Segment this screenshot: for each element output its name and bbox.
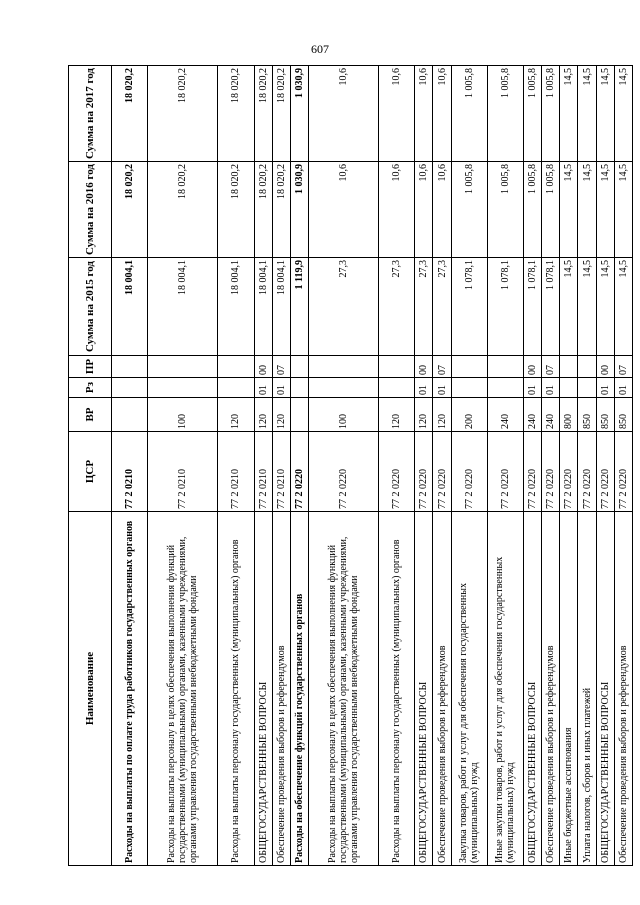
- cell-vr: 100: [308, 398, 378, 432]
- cell-vr: [112, 398, 148, 432]
- cell-pr: [218, 356, 254, 378]
- cell-name: Расходы на обеспечение функций государственных органов: [290, 512, 308, 866]
- table-row: [290, 66, 308, 866]
- cell-rz: 01: [542, 378, 560, 398]
- cell-name: Расходы на выплаты персоналу в целях обеспечения выполнения функций государственными (муниципальными) органами, казенными учреждениями, органами управления государственными внебюджетными фондами: [148, 512, 218, 866]
- cell-csr: 77 2 0220: [614, 432, 632, 512]
- cell-2015: 14,5: [596, 258, 614, 356]
- cell-2017: 18 020,2: [254, 66, 272, 162]
- cell-2016: 14,5: [596, 162, 614, 258]
- table-row: [524, 66, 542, 866]
- cell-2016: 1 005,8: [542, 162, 560, 258]
- cell-pr: [379, 356, 415, 378]
- cell-2017: 1 030,9: [290, 66, 308, 162]
- cell-pr: 07: [272, 356, 290, 378]
- header-vr: ВР: [69, 398, 112, 432]
- cell-2017: 10,6: [379, 66, 415, 162]
- cell-vr: 240: [524, 398, 542, 432]
- table-row: [112, 66, 148, 866]
- cell-2017: 1 005,8: [487, 66, 523, 162]
- cell-2016: 1 005,8: [487, 162, 523, 258]
- table-row: [218, 66, 254, 866]
- cell-2016: 18 020,2: [112, 162, 148, 258]
- cell-csr: 77 2 0220: [487, 432, 523, 512]
- cell-csr: 77 2 0220: [524, 432, 542, 512]
- header-2016: Сумма на 2016 год: [69, 162, 112, 258]
- table-row: [254, 66, 272, 866]
- cell-2015: 18 004,1: [218, 258, 254, 356]
- cell-pr: [560, 356, 578, 378]
- cell-2017: 14,5: [578, 66, 596, 162]
- cell-2015: 18 004,1: [254, 258, 272, 356]
- cell-name: ОБЩЕГОСУДАРСТВЕННЫЕ ВОПРОСЫ: [524, 512, 542, 866]
- rotated-table-container: [68, 66, 633, 866]
- cell-rz: [148, 378, 218, 398]
- page-number: 607: [311, 42, 329, 56]
- cell-name: Обеспечение проведения выборов и референдумов: [542, 512, 560, 866]
- cell-vr: [290, 398, 308, 432]
- cell-rz: [578, 378, 596, 398]
- cell-rz: [218, 378, 254, 398]
- cell-vr: 850: [596, 398, 614, 432]
- cell-csr: 77 2 0220: [290, 432, 308, 512]
- cell-pr: [451, 356, 487, 378]
- cell-2017: 10,6: [433, 66, 451, 162]
- cell-rz: [290, 378, 308, 398]
- cell-2015: 1 078,1: [487, 258, 523, 356]
- cell-vr: 850: [614, 398, 632, 432]
- cell-2017: 18 020,2: [112, 66, 148, 162]
- cell-2015: 1 078,1: [524, 258, 542, 356]
- cell-pr: [578, 356, 596, 378]
- cell-csr: 77 2 0220: [542, 432, 560, 512]
- cell-csr: 77 2 0220: [560, 432, 578, 512]
- cell-rz: 01: [614, 378, 632, 398]
- header-csr: ЦСР: [69, 432, 112, 512]
- cell-2015: 14,5: [560, 258, 578, 356]
- table-header-row: [69, 66, 112, 866]
- cell-csr: 77 2 0220: [433, 432, 451, 512]
- cell-name: Расходы на выплаты по оплате труда работников государственных органов: [112, 512, 148, 866]
- cell-csr: 77 2 0220: [578, 432, 596, 512]
- cell-pr: 00: [524, 356, 542, 378]
- cell-rz: [308, 378, 378, 398]
- cell-2017: 18 020,2: [148, 66, 218, 162]
- cell-name: Закупка товаров, работ и услуг для обеспечения государственных (муниципальных) нужд: [451, 512, 487, 866]
- cell-csr: 77 2 0220: [308, 432, 378, 512]
- cell-2015: 27,3: [433, 258, 451, 356]
- cell-vr: 120: [433, 398, 451, 432]
- cell-rz: [451, 378, 487, 398]
- header-rz: Рз: [69, 378, 112, 398]
- cell-vr: 200: [451, 398, 487, 432]
- cell-name: Расходы на выплаты персоналу государственных (муниципальных) органов: [379, 512, 415, 866]
- table-row: [578, 66, 596, 866]
- cell-2017: 14,5: [560, 66, 578, 162]
- cell-2016: 10,6: [433, 162, 451, 258]
- cell-2016: 18 020,2: [272, 162, 290, 258]
- cell-2017: 18 020,2: [218, 66, 254, 162]
- cell-rz: 01: [254, 378, 272, 398]
- cell-pr: 00: [596, 356, 614, 378]
- cell-rz: 01: [272, 378, 290, 398]
- cell-vr: 100: [148, 398, 218, 432]
- cell-2016: 18 020,2: [254, 162, 272, 258]
- cell-csr: 77 2 0210: [254, 432, 272, 512]
- cell-2015: 18 004,1: [272, 258, 290, 356]
- cell-name: Обеспечение проведения выборов и референдумов: [272, 512, 290, 866]
- cell-csr: 77 2 0220: [415, 432, 433, 512]
- table-row: [614, 66, 632, 866]
- cell-2015: 1 078,1: [451, 258, 487, 356]
- header-name: Наименование: [69, 512, 112, 866]
- cell-name: Расходы на выплаты персоналу государственных (муниципальных) органов: [218, 512, 254, 866]
- cell-name: ОБЩЕГОСУДАРСТВЕННЫЕ ВОПРОСЫ: [596, 512, 614, 866]
- cell-name: Уплата налогов, сборов и иных платежей: [578, 512, 596, 866]
- cell-2016: 10,6: [415, 162, 433, 258]
- cell-pr: [487, 356, 523, 378]
- cell-rz: [487, 378, 523, 398]
- cell-pr: 00: [254, 356, 272, 378]
- cell-name: ОБЩЕГОСУДАРСТВЕННЫЕ ВОПРОСЫ: [415, 512, 433, 866]
- cell-csr: 77 2 0220: [596, 432, 614, 512]
- cell-2017: 1 005,8: [542, 66, 560, 162]
- table-row: [487, 66, 523, 866]
- table-row: [308, 66, 378, 866]
- table-row: [451, 66, 487, 866]
- cell-2015: 1 119,9: [290, 258, 308, 356]
- cell-2015: 18 004,1: [148, 258, 218, 356]
- cell-rz: 01: [415, 378, 433, 398]
- cell-2017: 14,5: [596, 66, 614, 162]
- cell-csr: 77 2 0220: [379, 432, 415, 512]
- cell-vr: 240: [487, 398, 523, 432]
- cell-2015: 14,5: [578, 258, 596, 356]
- cell-2016: 14,5: [578, 162, 596, 258]
- cell-2016: 1 030,9: [290, 162, 308, 258]
- cell-vr: 120: [379, 398, 415, 432]
- cell-pr: [308, 356, 378, 378]
- cell-2016: 14,5: [560, 162, 578, 258]
- cell-pr: 07: [542, 356, 560, 378]
- table-row: [433, 66, 451, 866]
- cell-2016: 1 005,8: [524, 162, 542, 258]
- cell-name: Обеспечение проведения выборов и референдумов: [614, 512, 632, 866]
- cell-csr: 77 2 0220: [451, 432, 487, 512]
- cell-vr: 240: [542, 398, 560, 432]
- cell-rz: [560, 378, 578, 398]
- cell-2015: 14,5: [614, 258, 632, 356]
- cell-2015: 18 004,1: [112, 258, 148, 356]
- cell-vr: 120: [415, 398, 433, 432]
- cell-rz: [112, 378, 148, 398]
- cell-name: ОБЩЕГОСУДАРСТВЕННЫЕ ВОПРОСЫ: [254, 512, 272, 866]
- cell-2017: 10,6: [415, 66, 433, 162]
- cell-name: Иные закупки товаров, работ и услуг для обеспечения государственных (муниципальных) нужд: [487, 512, 523, 866]
- table-row: [415, 66, 433, 866]
- cell-pr: 00: [415, 356, 433, 378]
- header-2015: Сумма на 2015 год: [69, 258, 112, 356]
- cell-pr: [148, 356, 218, 378]
- cell-pr: [290, 356, 308, 378]
- cell-vr: 120: [218, 398, 254, 432]
- cell-vr: 800: [560, 398, 578, 432]
- cell-vr: 850: [578, 398, 596, 432]
- table-row: [272, 66, 290, 866]
- header-2017: Сумма на 2017 год: [69, 66, 112, 162]
- table-row: [148, 66, 218, 866]
- table-row: [596, 66, 614, 866]
- cell-2016: 1 005,8: [451, 162, 487, 258]
- budget-table: [68, 65, 633, 866]
- cell-2017: 18 020,2: [272, 66, 290, 162]
- cell-csr: 77 2 0210: [272, 432, 290, 512]
- cell-2016: 14,5: [614, 162, 632, 258]
- cell-2016: 18 020,2: [218, 162, 254, 258]
- cell-vr: 120: [272, 398, 290, 432]
- cell-csr: 77 2 0210: [148, 432, 218, 512]
- cell-name: Обеспечение проведения выборов и референдумов: [433, 512, 451, 866]
- cell-name: Иные бюджетные ассигнования: [560, 512, 578, 866]
- table-row: [560, 66, 578, 866]
- cell-rz: 01: [596, 378, 614, 398]
- cell-csr: 77 2 0210: [218, 432, 254, 512]
- cell-2017: 14,5: [614, 66, 632, 162]
- cell-2015: 27,3: [415, 258, 433, 356]
- cell-rz: 01: [524, 378, 542, 398]
- cell-rz: [379, 378, 415, 398]
- cell-csr: 77 2 0210: [112, 432, 148, 512]
- cell-2016: 18 020,2: [148, 162, 218, 258]
- cell-rz: 01: [433, 378, 451, 398]
- cell-2015: 27,3: [308, 258, 378, 356]
- cell-2015: 1 078,1: [542, 258, 560, 356]
- cell-2016: 10,6: [379, 162, 415, 258]
- cell-2016: 10,6: [308, 162, 378, 258]
- cell-pr: 07: [614, 356, 632, 378]
- cell-2015: 27,3: [379, 258, 415, 356]
- cell-2017: 1 005,8: [524, 66, 542, 162]
- cell-pr: [112, 356, 148, 378]
- cell-2017: 10,6: [308, 66, 378, 162]
- table-body: [112, 66, 633, 866]
- table-row: [379, 66, 415, 866]
- cell-vr: 120: [254, 398, 272, 432]
- header-pr: ПР: [69, 356, 112, 378]
- table-row: [542, 66, 560, 866]
- cell-2017: 1 005,8: [451, 66, 487, 162]
- cell-name: Расходы на выплаты персоналу в целях обеспечения выполнения функций государственными (муниципальными) органами, казенными учреждениями, органами управления государственными внебюджетными фондами: [308, 512, 378, 866]
- cell-pr: 07: [433, 356, 451, 378]
